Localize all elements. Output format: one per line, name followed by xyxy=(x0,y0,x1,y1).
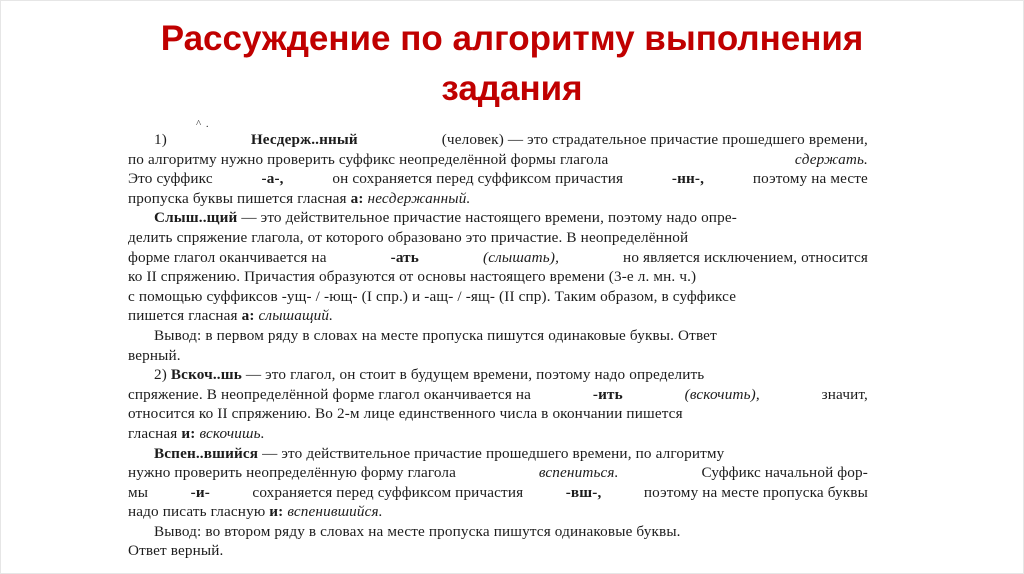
para4-line1 xyxy=(128,365,868,385)
para2-line4: ко II спряжению. Причастия образуются от основы настоящего времени (3-е л. мн. ч.) xyxy=(128,268,697,286)
vowel: а: xyxy=(350,189,364,207)
text-segment: он сохраняется перед суффиксом причастия xyxy=(332,170,624,188)
para5-line1 xyxy=(128,444,868,464)
text-segment: форме глагол оканчивается на xyxy=(128,248,327,266)
suffix: -вш-, xyxy=(565,483,602,501)
suffix: -и- xyxy=(190,483,210,501)
keyword: Несдерж..нный xyxy=(250,131,358,148)
suffix: -ать xyxy=(390,248,419,266)
text-segment: поэтому на месте xyxy=(752,170,868,188)
text-segment: — это действительное причастие прошедшего времени, по алгоритму xyxy=(262,444,725,462)
para5-line2 xyxy=(128,463,868,483)
para3-line2: верный. xyxy=(128,346,181,364)
italic-example: вспенившийся. xyxy=(287,503,383,521)
text-segment: надо писать гласную xyxy=(128,503,266,521)
text-segment: гласная xyxy=(128,424,178,442)
text-segment: по алгоритму нужно проверить суффикс неопределённой формы глагола xyxy=(128,150,609,168)
vowel: а: xyxy=(241,307,255,325)
suffix: -а-, xyxy=(261,170,284,188)
text-segment: — это глагол, он стоит в будущем времени, поэтому надо определить xyxy=(245,366,705,384)
para4-line2 xyxy=(128,385,868,405)
vowel: и: xyxy=(181,424,196,442)
para4-line3: относится ко II спряжению. Во 2-м лице единственного числа в окончании пишется xyxy=(128,405,683,423)
para2-line1 xyxy=(128,208,868,228)
para1-line2 xyxy=(128,150,868,170)
item-number: 2) xyxy=(154,366,167,384)
text-segment: спряжение. В неопределённой форме глагол оканчивается на xyxy=(128,385,532,403)
slide-title xyxy=(0,14,1024,114)
para1-line4 xyxy=(128,189,868,209)
para2-line6 xyxy=(128,306,868,326)
keyword: Вскоч..шь xyxy=(170,366,242,384)
text-segment: поэтому на месте пропуска буквы xyxy=(643,483,868,501)
para2-line2: делить спряжение глагола, от которого образовано это причастие. В неопределённой xyxy=(128,228,689,246)
keyword: Слыш..щий xyxy=(154,209,238,227)
cut-off-text: ^ . xyxy=(196,118,210,130)
item-number: 1) xyxy=(154,131,167,148)
italic-example: (слышать), xyxy=(483,248,560,266)
para2-line5: с помощью суффиксов -ущ- / -ющ- (I спр.) и -ащ- / -ящ- (II спр). Таким образом, в суффиксе xyxy=(128,287,737,305)
para4-line4 xyxy=(128,424,868,444)
text-segment: (человек) — это страдательное причастие прошедшего времени, xyxy=(441,131,868,148)
para1-line1 xyxy=(128,130,868,150)
para6-line1: Вывод: во втором ряду в словах на месте пропуска пишутся одинаковые буквы. xyxy=(154,522,681,540)
text-segment: сохраняется перед суффиксом причастия xyxy=(252,483,524,501)
para3-line1: Вывод: в первом ряду в словах на месте пропуска пишутся одинаковые буквы. Ответ xyxy=(154,326,717,344)
text-segment: Это суффикс xyxy=(128,170,213,188)
para2-line3 xyxy=(128,248,868,268)
text-segment: — это действительное причастие настоящего времени, поэтому надо опре- xyxy=(241,209,737,227)
title-line-2: задания xyxy=(441,69,583,108)
suffix: -нн-, xyxy=(671,170,705,188)
text-segment: пропуска буквы пишется гласная xyxy=(128,189,347,207)
para6-line2: Ответ верный. xyxy=(128,542,224,560)
italic-example: несдержанный. xyxy=(367,189,471,207)
scan-top-edge xyxy=(128,118,868,130)
para5-line4 xyxy=(128,502,868,522)
scanned-text-block xyxy=(128,118,868,574)
para5-line3 xyxy=(128,483,868,503)
italic-example: вскочишь. xyxy=(199,424,265,442)
italic-example: сдержать. xyxy=(794,150,868,168)
text-segment: значит, xyxy=(821,385,868,403)
text-segment: пишется гласная xyxy=(128,307,238,325)
title-line-1: Рассуждение по алгоритму выполнения xyxy=(160,19,864,58)
italic-example: слышащий. xyxy=(258,307,334,325)
vowel: и: xyxy=(269,503,284,521)
text-segment: Суффикс начальной фор- xyxy=(701,464,868,482)
para1-line3 xyxy=(128,169,868,189)
text-segment: но является исключением, относится xyxy=(623,248,868,266)
suffix: -ить xyxy=(592,385,623,403)
text-segment: мы xyxy=(128,483,149,501)
italic-example: вспениться. xyxy=(538,464,619,482)
text-segment: нужно проверить неопределённую форму глагола xyxy=(128,464,456,482)
keyword: Вспен..вшийся xyxy=(154,444,259,462)
italic-example: (вскочить), xyxy=(684,385,760,403)
